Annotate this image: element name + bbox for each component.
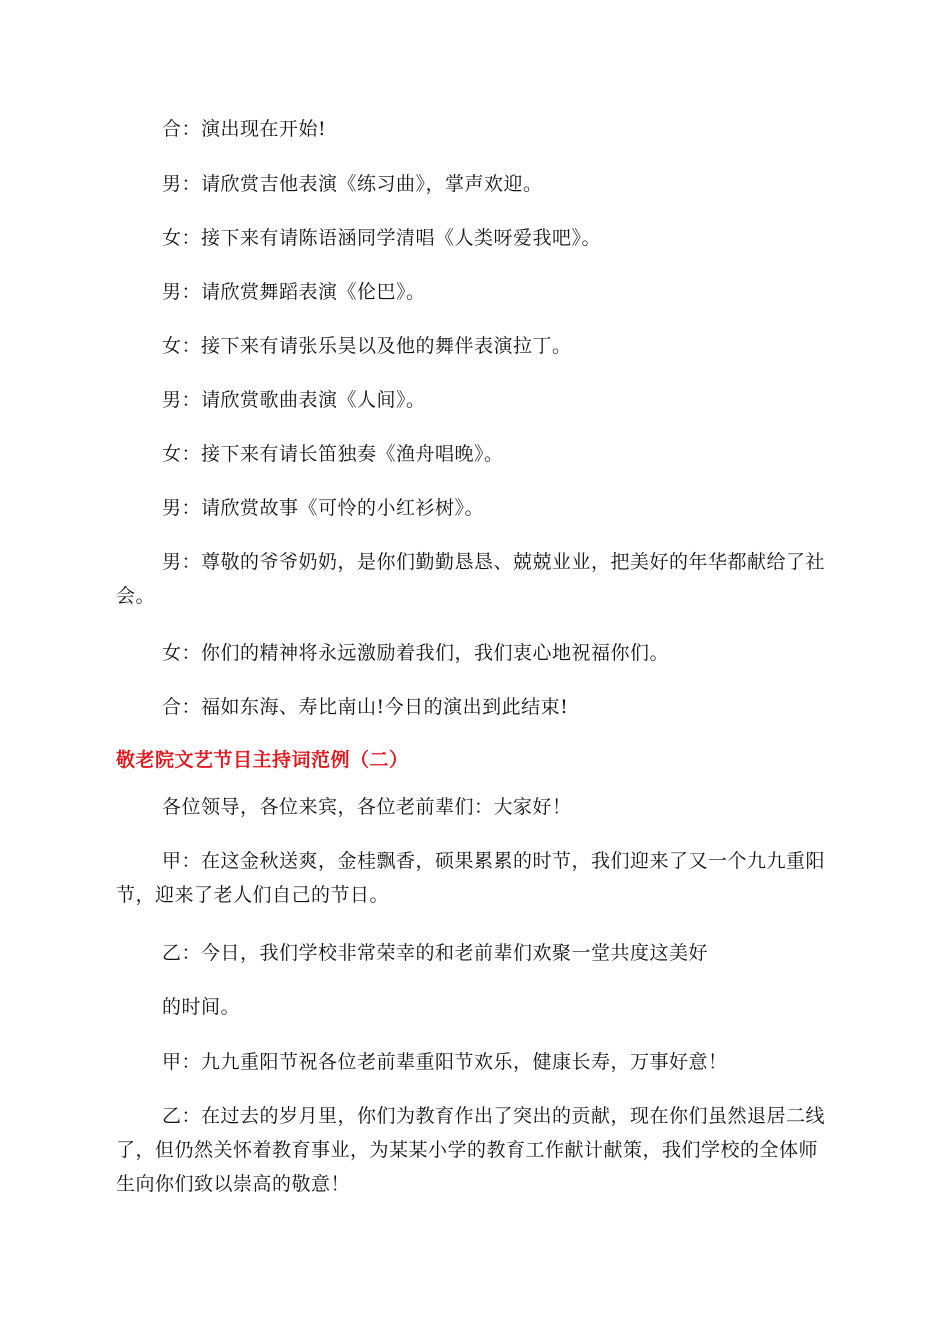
paragraph: 女：你们的精神将永远激励着我们，我们衷心地祝福你们。 [162,642,670,664]
paragraph: 乙：在过去的岁月里，你们为教育作出了突出的贡献，现在你们虽然退居二线了，但仍然关怀着教育事业，为某某小学的教育工作献计献策，我们学校的全体师生向你们致以崇高的敬意！ [116,1105,826,1195]
paragraph: 男：请欣赏故事《可怜的小红衫树》。 [162,497,485,519]
paragraph: 各位领导，各位来宾，各位老前辈们：大家好！ [162,796,572,818]
paragraph: 甲：九九重阳节祝各位老前辈重阳节欢乐，健康长寿，万事好意！ [162,1051,728,1073]
paragraph: 女：接下来有请陈语涵同学清唱《人类呀爱我吧》。 [162,227,602,249]
paragraph-continuation: 的时间。 [162,996,241,1018]
paragraph: 男：请欣赏吉他表演《练习曲》，掌声欢迎。 [162,173,543,195]
paragraph: 甲：在这金秋送爽，金桂飘香，硕果累累的时节，我们迎来了又一个九九重阳节，迎来了老人们自己的节日。 [116,850,826,906]
paragraph: 女：接下来有请长笛独奏《渔舟唱晚》。 [162,443,504,465]
paragraph: 男：请欣赏舞蹈表演《伦巴》。 [162,281,426,303]
paragraph: 男：请欣赏歌曲表演《人间》。 [162,389,426,411]
paragraph: 合：演出现在开始! [162,118,327,140]
paragraph: 女：接下来有请张乐昊以及他的舞伴表演拉丁。 [162,335,572,357]
paragraph: 乙：今日，我们学校非常荣幸的和老前辈们欢聚一堂共度这美好 [162,942,709,964]
paragraph: 合：福如东海、寿比南山!今日的演出到此结束! [162,696,569,718]
paragraph: 男：尊敬的爷爷奶奶，是你们勤勤恳恳、兢兢业业，把美好的年华都献给了社会。 [116,551,826,607]
section-heading: 敬老院文艺节目主持词范例（二） [116,749,409,771]
